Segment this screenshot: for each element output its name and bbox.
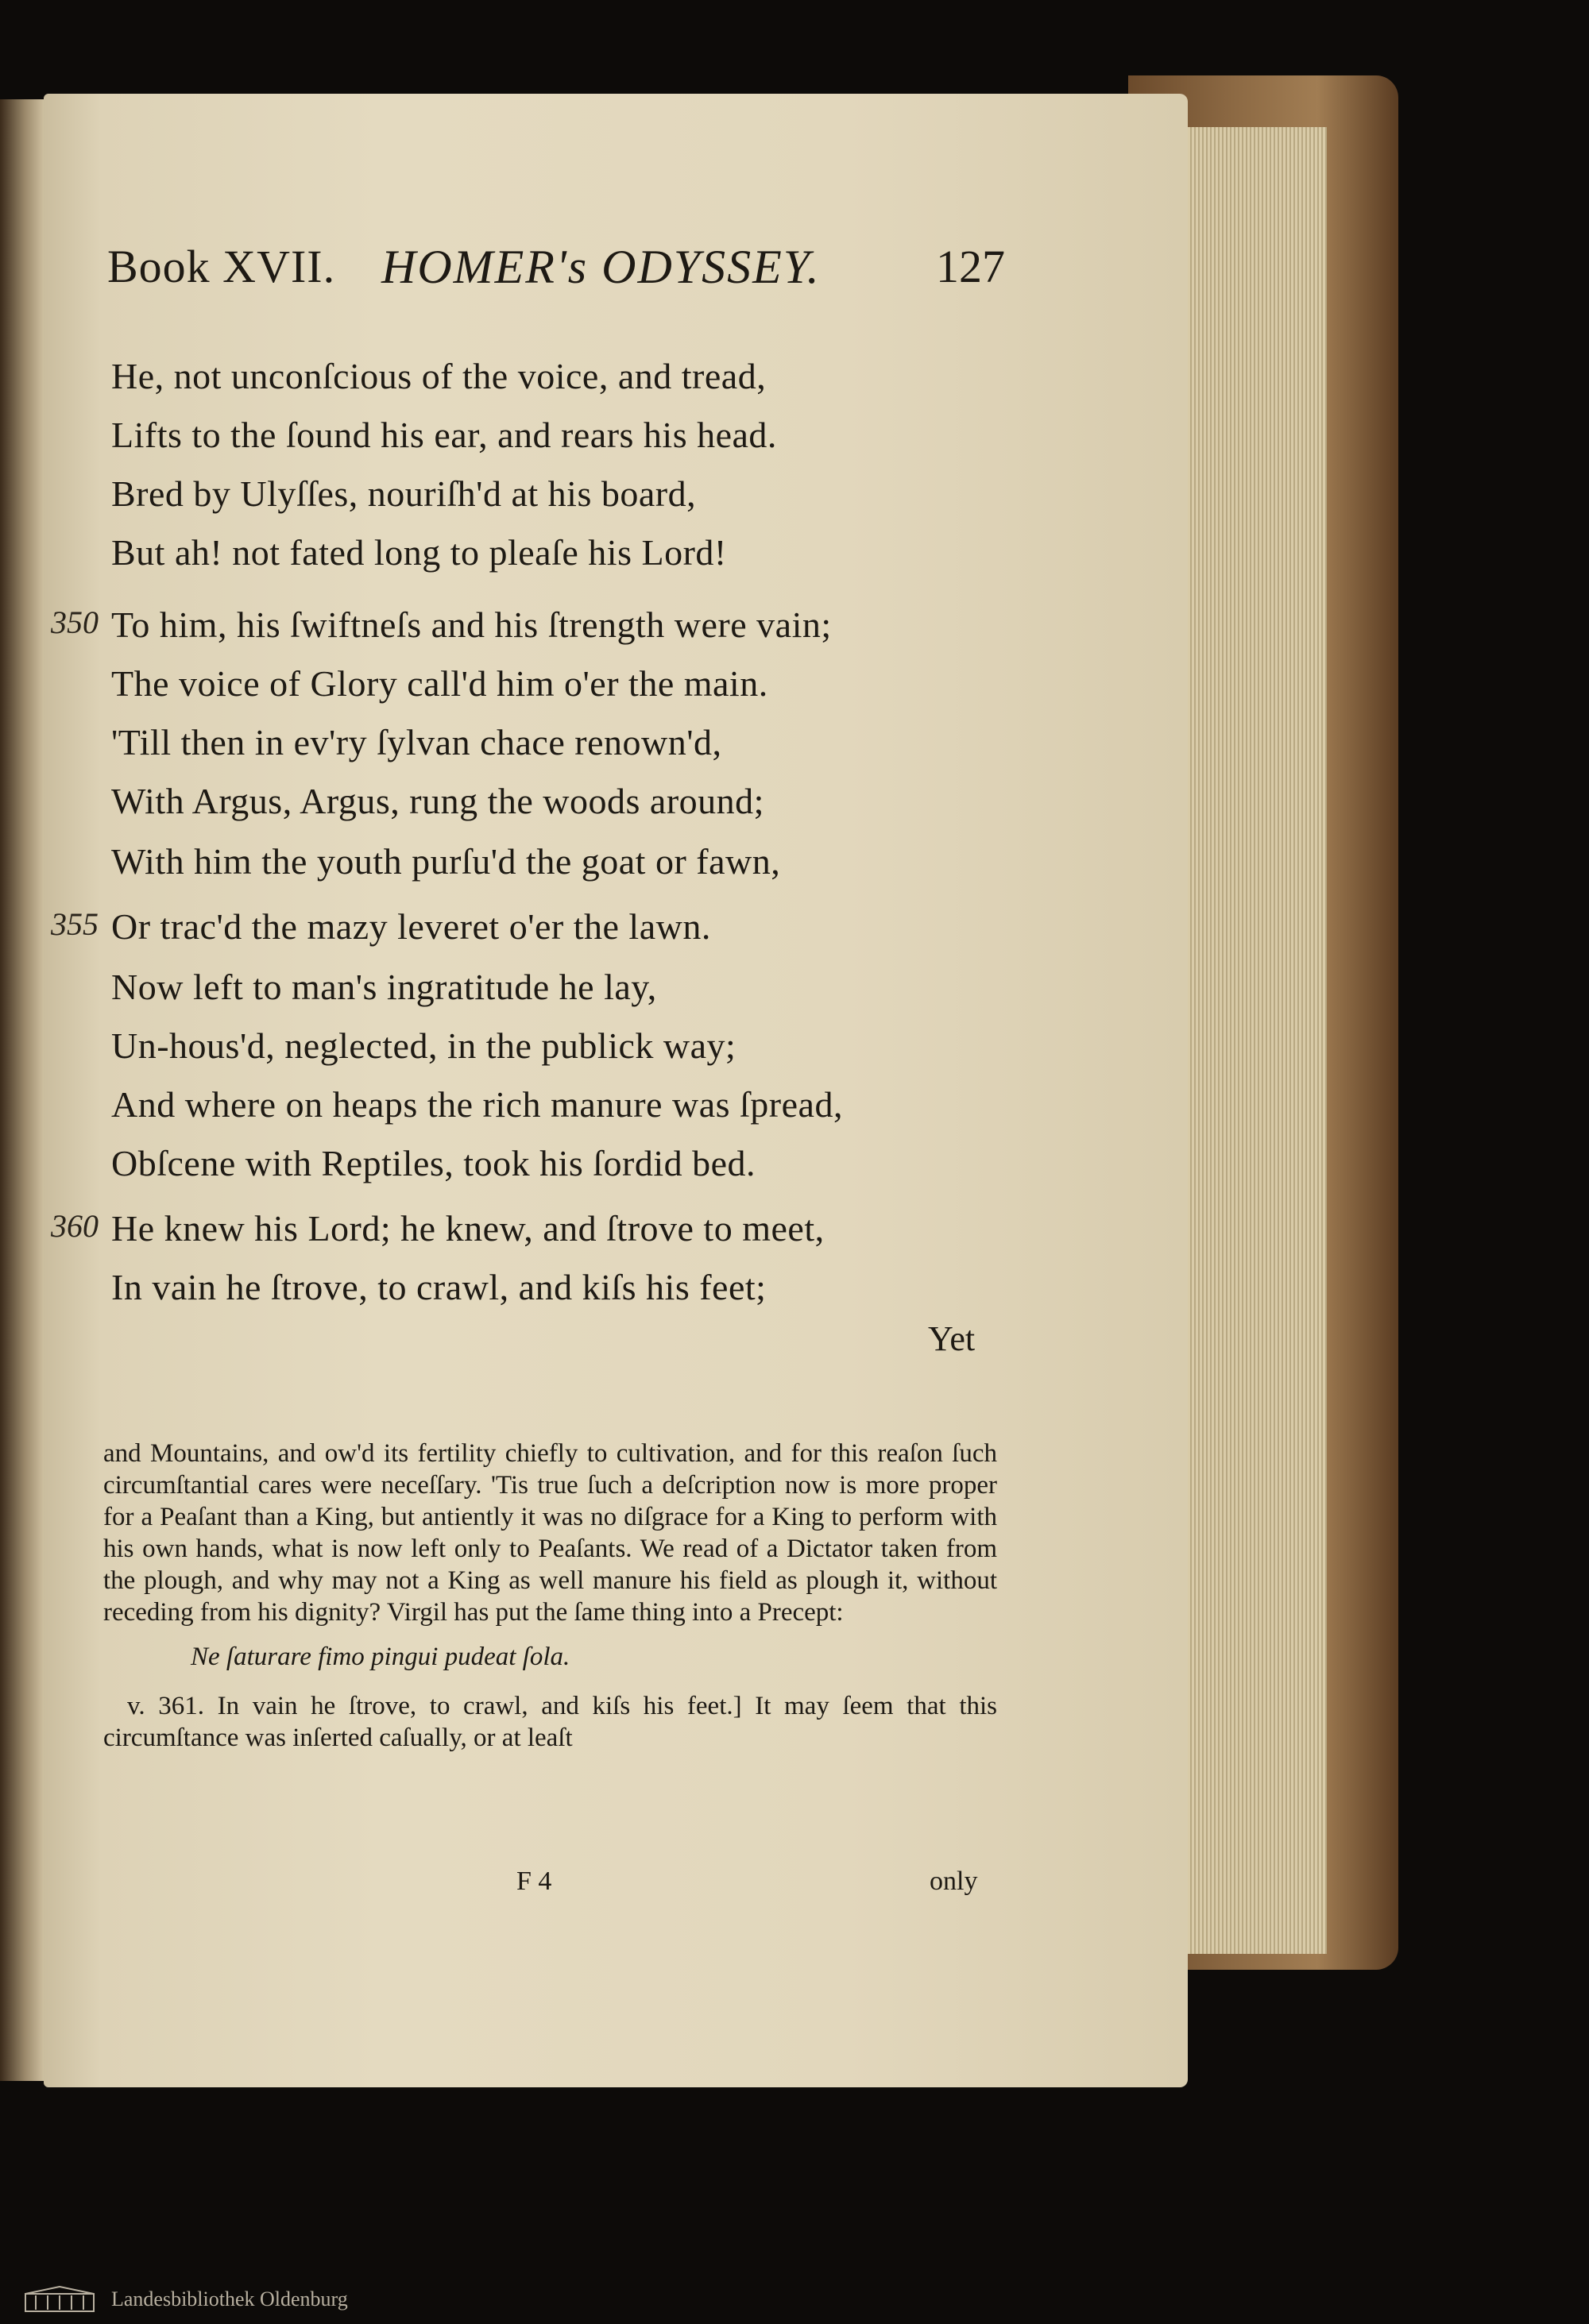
verse-line: But ah! not fated long to pleaſe his Lord! bbox=[111, 532, 727, 573]
verse-line: In vain he ſtrove, to crawl, and kiſs his feet; bbox=[111, 1267, 767, 1307]
verse-line: With him the youth purſu'd the goat or fawn, bbox=[111, 841, 781, 882]
library-name: Landesbibliothek Oldenburg bbox=[111, 2287, 348, 2310]
footnote-v361: v. 361. In vain he ſtrove, to crawl, and kiſs his feet.] It may ſeem that this circumſtance was inſerted caſually, or at leaſt bbox=[103, 1692, 997, 1752]
signature-mark: F 4 bbox=[516, 1867, 552, 1896]
library-building-icon bbox=[24, 2286, 95, 2313]
verse-line: Now left to man's ingratitude he lay, bbox=[111, 967, 657, 1007]
line-number: 360 bbox=[51, 1208, 99, 1244]
footnote-latin-quote: Ne ſaturare fimo pingui pudeat ſola. bbox=[191, 1643, 570, 1671]
footnote-catchword: only bbox=[930, 1867, 978, 1896]
facing-page-edge bbox=[0, 99, 46, 2081]
line-number: 350 bbox=[51, 604, 99, 640]
verse-line: The voice of Glory call'd him o'er the main. bbox=[111, 663, 768, 704]
header-title: HOMER's ODYSSEY. bbox=[381, 241, 821, 293]
page-block-edges bbox=[1168, 127, 1327, 1954]
verse-line: And where on heaps the rich manure was ſpread, bbox=[111, 1084, 843, 1125]
catchword: Yet bbox=[928, 1319, 976, 1358]
header-book: Book XVII. bbox=[107, 241, 336, 292]
footnotes bbox=[103, 1438, 997, 1754]
footnote-continued: and Mountains, and ow'd its fertility chiefly to cultivation, and for this reaſon ſuch circumſtantial cares were neceſſary. 'Tis true ſuch a deſcription now is more proper for a Peaſant than a King, but antiently it was no diſgrace for a King to perform with his own hands, what is now left only to Peaſants. We read of a Dictator taken from the plough, and why may not a King as well manure his field as plough it, without receding from his dignity? Virgil has put the ſame thing into a Precept: bbox=[103, 1439, 997, 1627]
verse-line: Bred by Ulyſſes, nouriſh'd at his board, bbox=[111, 473, 697, 514]
verse-line: Lifts to the ſound his ear, and rears his head. bbox=[111, 415, 777, 455]
verse-line: Obſcene with Reptiles, took his ſordid bed. bbox=[111, 1143, 756, 1183]
page-number: 127 bbox=[936, 241, 1005, 292]
verse-line: With Argus, Argus, rung the woods around; bbox=[111, 781, 764, 821]
verse-line: Or trac'd the mazy leveret o'er the lawn. bbox=[111, 906, 711, 947]
verse-line: He knew his Lord; he knew, and ſtrove to meet, bbox=[111, 1208, 825, 1249]
line-number: 355 bbox=[51, 906, 99, 942]
verse-line: To him, his ſwiftneſs and his ſtrength were vain; bbox=[111, 604, 832, 645]
verse-line: He, not unconſcious of the voice, and tread, bbox=[111, 356, 767, 396]
verse-line: 'Till then in ev'ry ſylvan chace renown'd, bbox=[111, 722, 722, 762]
running-header bbox=[107, 240, 1005, 303]
verse-line: Un-hous'd, neglected, in the publick way; bbox=[111, 1025, 737, 1066]
